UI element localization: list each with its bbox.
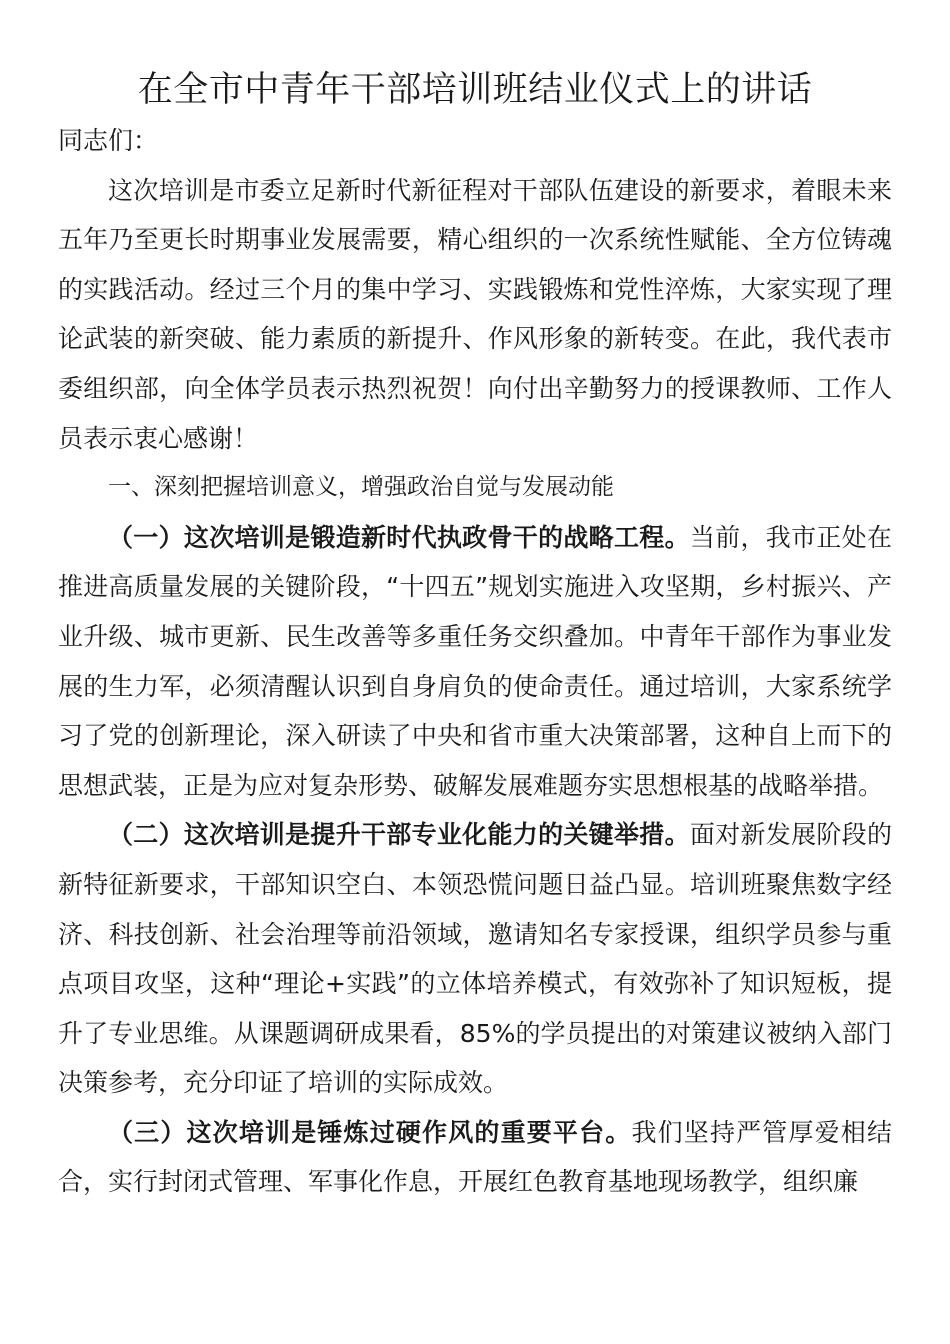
intro-paragraph: 这次培训是市委立足新时代新征程对干部队伍建设的新要求，着眼未来五年乃至更长时期事业发展需要，精心组织的一次系统性赋能、全方位铸魂的实践活动。经过三个月的集中学习、实践锻炼和党性淬炼，大家实现了理论武装的新突破、能力素质的新提升、作风形象的新转变。在此，我代表市委组织部，向全体学员表示热烈祝贺！向付出辛勤努力的授课教师、工作人员表示衷心感谢！	[58, 175, 892, 453]
point-paragraph	[58, 810, 892, 1108]
point-body: 我们坚持严管厚爱相结合，实行封闭式管理、军事化作息，开展红色教育基地现场教学，组织廉	[58, 1117, 892, 1197]
point-paragraph	[58, 1108, 892, 1207]
point-paragraph	[58, 513, 892, 811]
point-body: 当前，我市正处在推进高质量发展的关键阶段，“十四五”规划实施进入攻坚期，乡村振兴、产业升级、城市更新、民生改善等多重任务交织叠加。中青年干部作为事业发展的生力军，必须清醒认识到自身肩负的使命责任。通过培训，大家系统学习了党的创新理论，深入研读了中央和省市重大决策部署，这种自上而下的思想武装，正是为应对复杂形势、破解发展难题夯实思想根基的战略举措。	[58, 522, 892, 800]
point-body: 面对新发展阶段的新特征新要求，干部知识空白、本领恐慌问题日益凸显。培训班聚焦数字经济、科技创新、社会治理等前沿领域，邀请知名专家授课，组织学员参与重点项目攻坚，这种“理论+实践”的立体培养模式，有效弥补了知识短板，提升了专业思维。从课题调研成果看，85%的学员提出的对策建议被纳入部门决策参考，充分印证了培训的实际成效。	[58, 820, 892, 1098]
section-heading: 一、深刻把握培训意义，增强政治自觉与发展动能	[108, 474, 614, 501]
document-page	[58, 66, 892, 1207]
point-lead: （一）这次培训是锻造新时代执政骨干的战略工程。	[108, 522, 690, 552]
document-title: 在全市中青年干部培训班结业仪式上的讲话	[137, 70, 813, 110]
point-lead: （三）这次培训是锤炼过硬作风的重要平台。	[108, 1117, 632, 1147]
salutation: 同志们：	[58, 126, 159, 155]
point-lead: （二）这次培训是提升干部专业化能力的关键举措。	[108, 820, 690, 850]
